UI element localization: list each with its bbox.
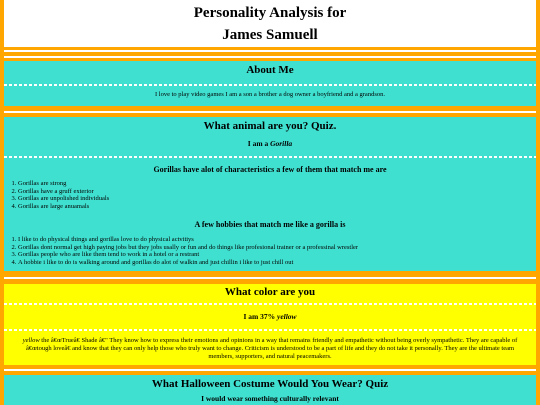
page-header — [4, 0, 536, 47]
list-item: 2. Gorillas have a gruff exterior — [18, 188, 536, 196]
divider — [4, 56, 536, 58]
color-result-prefix: I am 37% — [243, 312, 277, 321]
animal-result — [4, 139, 536, 148]
hobbies-heading: A few hobbies that match me like a gorilla is — [194, 220, 346, 229]
divider — [4, 111, 536, 113]
color-desc-line2: â€œtough loveâ€ and know that they can only help those who truly want to change. Criticism is understood to be a part of life and they do not take it personally. They are the ultimate team — [25, 345, 515, 352]
color-result-value: yellow — [276, 312, 297, 321]
hobbies-list — [4, 236, 536, 266]
about-text: I love to play video games I am a son a brother a dog owner a boyfriend and a grandson. — [155, 91, 385, 98]
about-section — [4, 61, 536, 106]
list-item: 4. A hobbie i like to do is walking around and gorillas do alot of walkin and just chillin i like to just chill out — [18, 259, 536, 267]
divider — [4, 329, 536, 331]
divider — [4, 84, 536, 86]
color-section — [4, 284, 536, 365]
halloween-heading: What Halloween Costume Would You Wear? Quiz — [151, 378, 389, 390]
animal-result-value: Gorilla — [270, 139, 293, 148]
list-item: 4. Gorillas are large anuamals — [18, 203, 536, 211]
color-desc-line1: the â€œTrueâ€ Shade â€" They know how to express their emotions and opinions in a way that remains friendly and empathetic without being overly sympathetic. They are capable of — [39, 337, 518, 344]
page-title-line1: Personality Analysis for — [193, 5, 347, 21]
divider — [4, 50, 536, 52]
about-heading: About Me — [246, 64, 294, 76]
divider — [4, 303, 536, 305]
animal-heading: What animal are you? Quiz. — [203, 120, 337, 132]
divider — [4, 277, 536, 279]
color-heading: What color are you — [224, 286, 316, 298]
divider — [4, 369, 536, 371]
color-desc-italic: yellow — [22, 337, 40, 344]
page-title-line2: James Samuell — [222, 27, 318, 43]
animal-section — [4, 117, 536, 271]
halloween-result: I would wear something culturally relevant — [201, 394, 339, 403]
color-desc-line3: members, supporters, and natural peacemakers. — [208, 353, 332, 360]
animal-result-prefix: I am a — [247, 139, 271, 148]
characteristics-list — [4, 180, 536, 210]
list-item: 1. Gorillas are strong — [18, 180, 536, 188]
list-item: 2. Gorillas dont normal get high paying jobs but they jobs usally or fun and do things like profesional trainer or a professinal wrestler — [18, 244, 536, 252]
list-item: 1. I like to do physical things and gorillas love to do physical actvitiys — [18, 236, 536, 244]
characteristics-heading: Gorillas have alot of characteristics a few of them that match me are — [153, 165, 387, 174]
list-item: 3. Gorillas are unpolished individuals — [18, 195, 536, 203]
list-item: 3. Gorillas people who are like them tend to work in a hotel or a restrant — [18, 251, 536, 259]
color-result — [4, 312, 536, 321]
halloween-section — [4, 375, 536, 405]
color-description — [4, 337, 536, 361]
divider — [4, 156, 536, 158]
